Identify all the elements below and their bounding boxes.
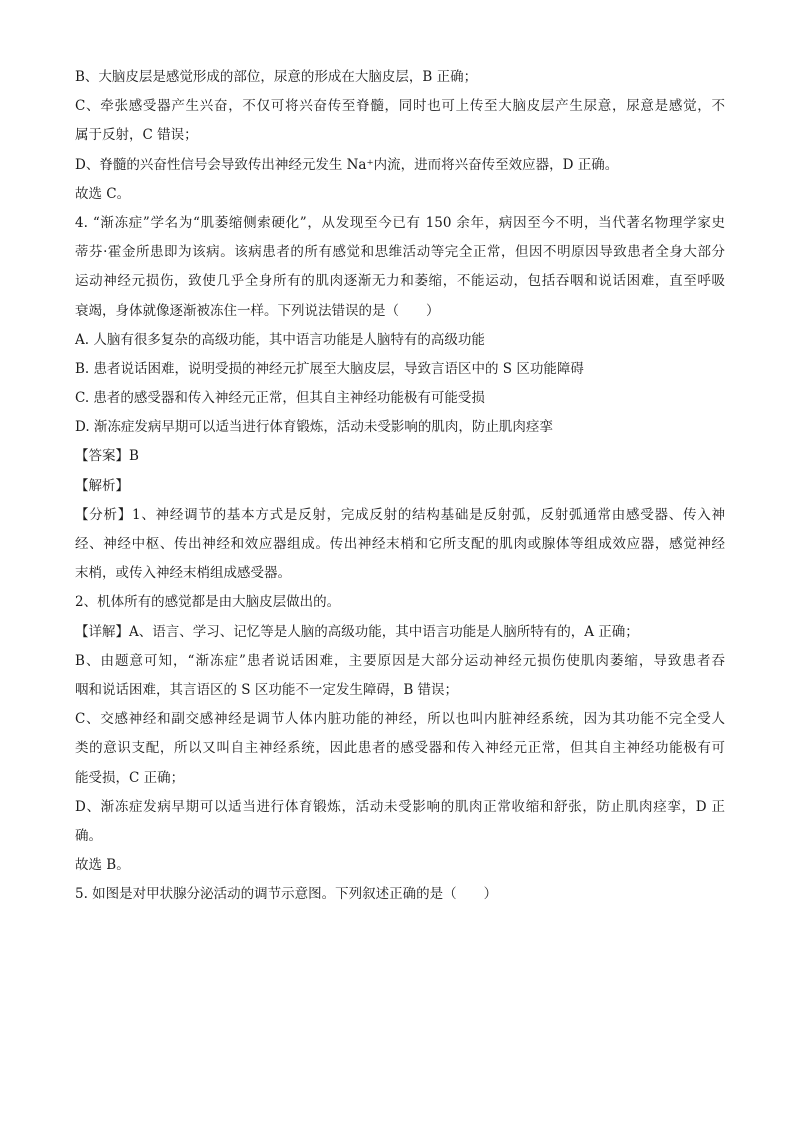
- text-line: 故选 B。: [75, 857, 130, 874]
- text-line: 类的意识支配，所以又叫自主神经系统，因此患者的感受器和传入神经元正常，但其自主神经功能极有可: [75, 740, 725, 757]
- text-line: 属于反射，C 错误；: [75, 127, 198, 144]
- text-line: 【分析】1、神经调节的基本方式是反射，完成反射的结构基础是反射弧，反射弧通常由感受器、传入神: [75, 506, 725, 523]
- document-body: [75, 63, 725, 909]
- analysis-label: 【解析】: [75, 477, 129, 494]
- text-line: 衰竭，身体就像逐渐被冻住一样。下列说法错误的是（ ）: [75, 302, 440, 319]
- text-line: C、交感神经和副交感神经是调节人体内脏功能的神经，所以也叫内脏神经系统，因为其功能不完全受人: [75, 711, 725, 728]
- option-a: A. 人脑有很多复杂的高级功能，其中语言功能是人脑特有的高级功能: [75, 331, 485, 348]
- answer-label: 【答案】B: [75, 448, 139, 465]
- text-line: D、渐冻症发病早期可以适当进行体育锻炼，活动未受影响的肌肉正常收缩和舒张，防止肌肉痉挛，D 正: [75, 798, 725, 815]
- text-line: C、牵张感受器产生兴奋，不仅可将兴奋传至脊髓，同时也可上传至大脑皮层产生尿意，尿意是感觉，不: [75, 98, 725, 115]
- text-line: B、由题意可知，“渐冻症”患者说话困难，主要原因是大部分运动神经元损伤使肌肉萎缩，导致患者吞: [75, 652, 725, 669]
- option-c: C. 患者的感受器和传入神经元正常，但其自主神经功能极有可能受损: [75, 390, 485, 407]
- question-5-stem: 5. 如图是对甲状腺分泌活动的调节示意图。下列叙述正确的是（ ）: [75, 886, 498, 903]
- text-line: B、大脑皮层是感觉形成的部位，尿意的形成在大脑皮层，B 正确；: [75, 69, 478, 85]
- option-d: D. 渐冻症发病早期可以适当进行体育锻炼，活动未受影响的肌肉，防止肌肉痉挛: [75, 419, 553, 436]
- option-b: B. 患者说话困难，说明受损的神经元扩展至大脑皮层，导致言语区中的 S 区功能障碍: [75, 360, 584, 377]
- text-line: 咽和说话困难，其言语区的 S 区功能不一定发生障碍，B 错误；: [75, 681, 459, 698]
- text-line: 经、神经中枢、传出神经和效应器组成。传出神经末梢和它所支配的肌肉或腺体等组成效应器，感觉神经: [75, 536, 725, 552]
- text-line: 2、机体所有的感觉都是由大脑皮层做出的。: [75, 594, 341, 611]
- text-line: 确。: [75, 827, 102, 844]
- text-line: 【详解】A、语言、学习、记忆等是人脑的高级功能，其中语言功能是人脑所特有的，A 正确；: [75, 623, 639, 640]
- text-line: 末梢，或传入神经末梢组成感受器。: [75, 565, 291, 582]
- text-line: 故选 C。: [75, 185, 131, 202]
- text-line: 能受损，C 正确；: [75, 769, 185, 786]
- text-line: 运动神经元损伤，致使几乎全身所有的肌肉逐渐无力和萎缩，不能运动，包括吞咽和说话困难，直至呼吸: [75, 273, 725, 290]
- question-4-stem: 4. “渐冻症”学名为“肌萎缩侧索硬化”，从发现至今已有 150 余年，病因至今不明，当代著名物理学家史: [75, 214, 725, 231]
- text-line: D、脊髓的兴奋性信号会导致传出神经元发生 Na⁺内流，进而将兴奋传至效应器，D 正确。: [75, 156, 619, 173]
- text-line: 蒂芬·霍金所患即为该病。该病患者的所有感觉和思维活动等完全正常，但因不明原因导致患者全身大部分: [75, 244, 725, 261]
